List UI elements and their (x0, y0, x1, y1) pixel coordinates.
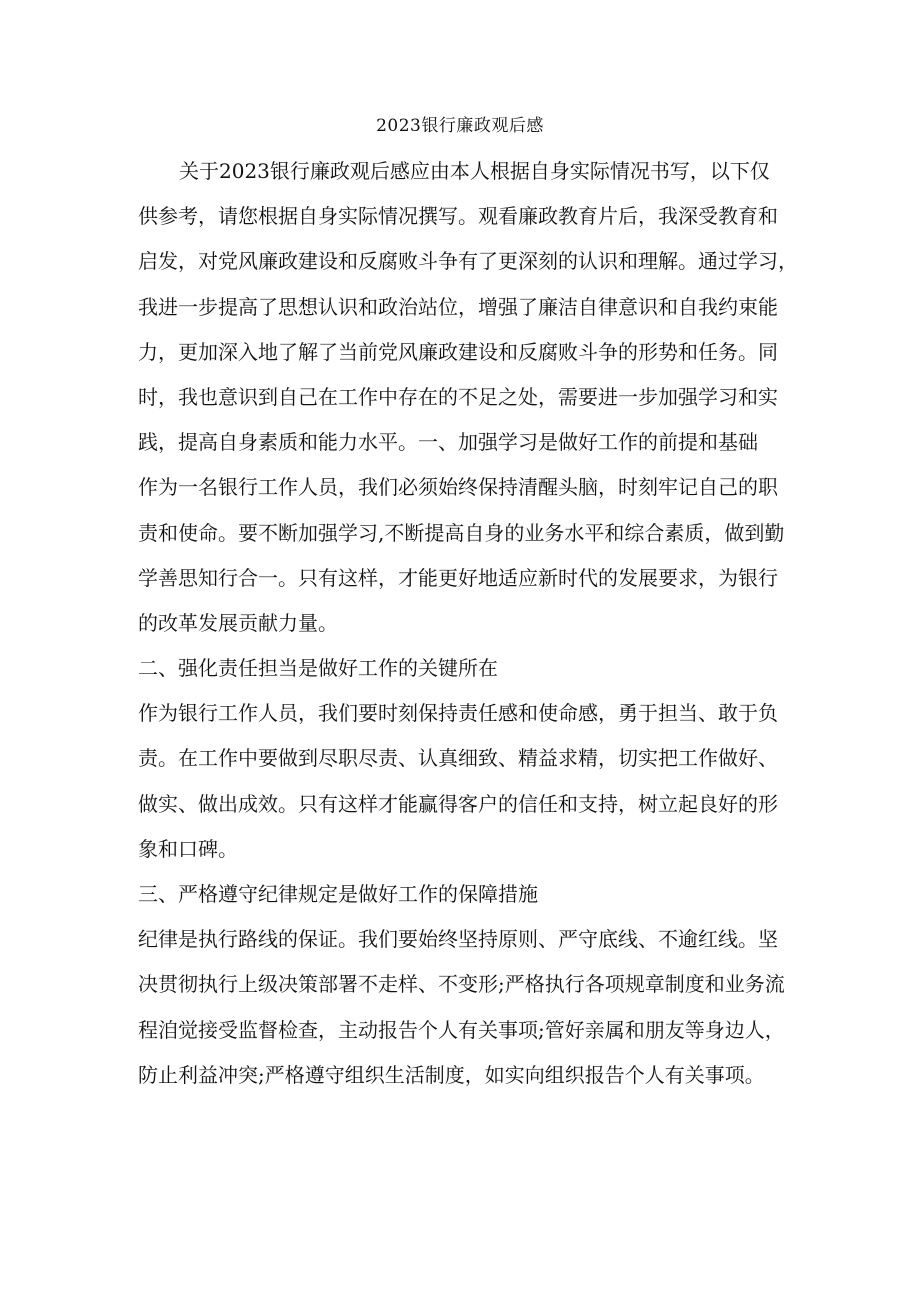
body-line: 关于2023银行廉政观后感应由本人根据自身实际情况书写，以下仅 (179, 159, 770, 183)
body-line: 我进一步提高了思想认识和政治站位，增强了廉洁自律意识和自我约束能 (138, 294, 778, 319)
body-line: 启发，对党风廉政建设和反腐败斗争有了更深刻的认识和理解。通过学习， (138, 249, 798, 274)
body-line: 学善思知行合一。只有这样，才能更好地适应新时代的发展要求，为银行 (138, 565, 778, 590)
body-line: 践，提高自身素质和能力水平。一、加强学习是做好工作的前提和基础 (138, 430, 758, 455)
body-line: 防止利益冲突;严格遵守组织生活制度，如实向组织报告个人有关事项。 (138, 1062, 765, 1087)
body-line: 作为一名银行工作人员，我们必须始终保持清醒头脑，时刻牢记自己的职 (138, 475, 778, 500)
body-line: 程洎觉接受监督检查，主动报告个人有关事项;管好亲属和朋友等身边人， (138, 1017, 785, 1042)
body-line: 供参考，请您根据自身实际情况撰写。观看廉政教育片后，我深受教育和 (138, 204, 778, 229)
body-line: 责和使命。要不断加强学习,不断提高自身的业务水平和综合素质，做到勤 (138, 520, 785, 545)
body-line: 象和口碑。 (138, 836, 238, 861)
document-body (138, 149, 798, 1098)
body-line: 做实、做出成效。只有这样才能赢得客户的信任和支持，树立起良好的形 (138, 791, 778, 816)
document-title: 2023银行廉政观后感 (376, 116, 544, 136)
body-line: 力，更加深入地了解了当前党风廉政建设和反腐败斗争的形势和任务。同 (138, 339, 778, 364)
body-line: 的改革发展贡献力量。 (138, 610, 338, 635)
body-line: 责。在工作中要做到尽职尽责、认真细致、精益求精，切实把工作做好、 (138, 746, 778, 771)
section-heading: 三、严格遵守纪律规定是做好工作的保障措施 (138, 882, 538, 906)
body-line: 时，我也意识到自己在工作中存在的不足之处，需要进一步加强学习和实 (138, 384, 778, 409)
body-line: 作为银行工作人员，我们要时刻保持责任感和使命感，勇于担当、敢于负 (138, 701, 778, 726)
section-heading: 二、强化责任担当是做好工作的关键所在 (138, 656, 498, 681)
body-line: 决贯彻执行上级决策部署不走样、不变形;严格执行各项规章制度和业务流 (138, 972, 785, 997)
body-line: 纪律是执行路线的保证。我们要始终坚持原则、严守底线、不逾红线。坚 (138, 927, 778, 952)
